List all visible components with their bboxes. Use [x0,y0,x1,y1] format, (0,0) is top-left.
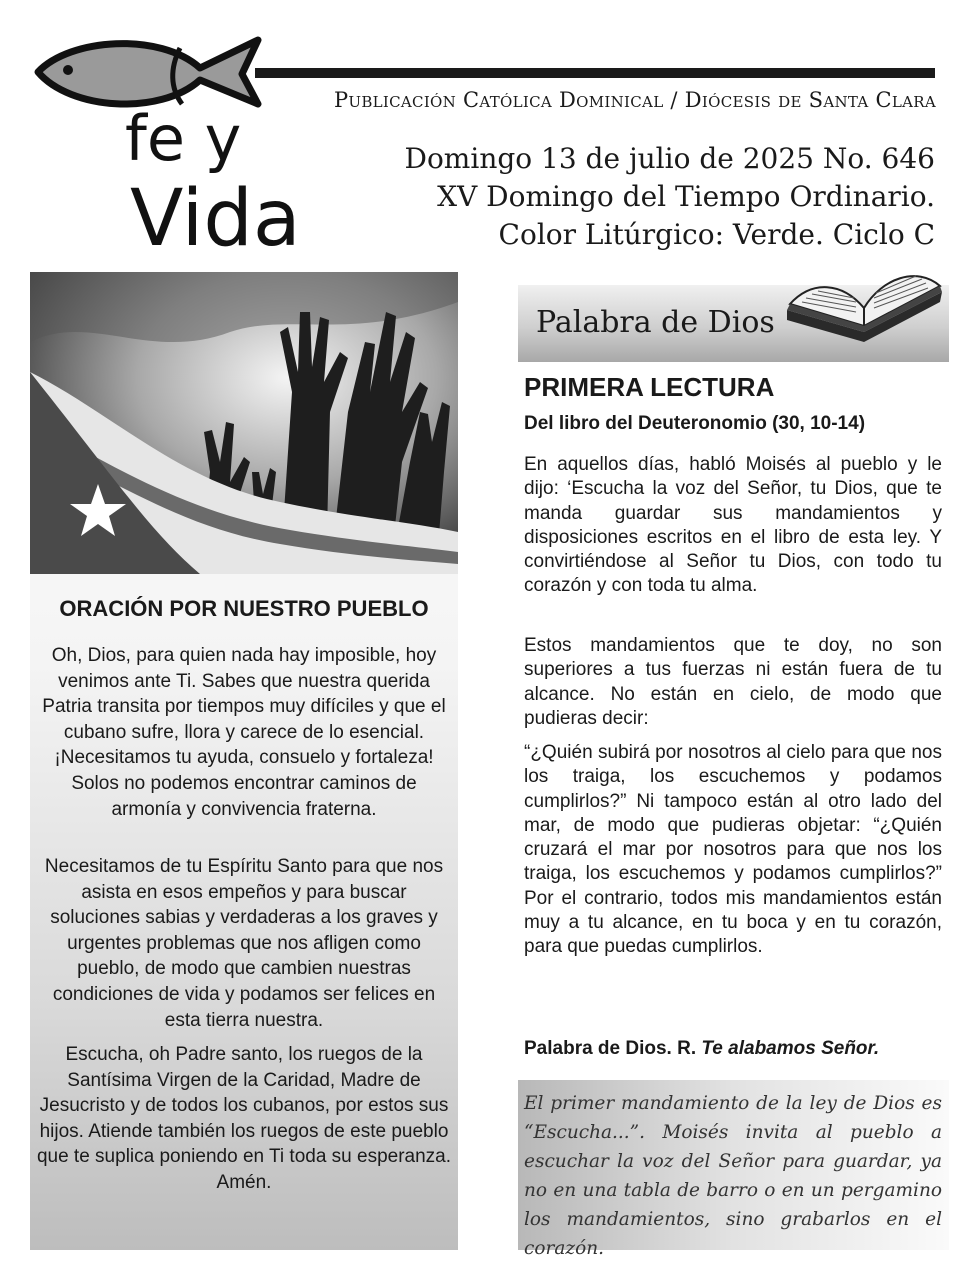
reading-paragraph: “¿Quién subirá por nosotros al cielo para que nos los traiga, los escuchemos y podamos cumplirlos?” Ni tampoco están al otro lado del mar, de modo que pudieras objetar: “¿Quién cruzará el mar por nosotros para que nos los traiga, los escuchemos y podamos cumplirlos?” Por el contrario, todos mis mandamientos están muy a tu alcance, en tu boca y en tu corazón, para que puedas cumplirlos. [524,742,942,958]
section-title: Palabra de Dios [536,305,775,340]
prayer-title: ORACIÓN POR NUESTRO PUEBLO [59,596,429,621]
logo-fe-y: fe y [125,102,242,175]
issue-date: Domingo 13 de julio de 2025 No. 646 [404,142,935,175]
prayer-paragraph: Oh, Dios, para quien nada hay imposible, hoy venimos ante Ti. Sabes que nuestra querida Patria transita por tiempos muy difíciles y que el cubano sufre, llora y carece de lo esencial. ¡Necesitamos tu ayuda, consuelo y fortaleza! Solos no podemos encontrar caminos de armonía y convivencia fraterna. [42,645,446,820]
raised-hands-flag-photo [30,272,458,574]
closing-response: Te alabamos Señor. [701,1038,880,1059]
reading-paragraph: Estos mandamientos que te doy, no son superiores a tus fuerzas ni están fuera de tu alcance. No están en cielo, de modo que pudieras decir: [524,635,942,729]
closing-label: Palabra de Dios. R. [524,1038,697,1059]
prayer-paragraph: Necesitamos de tu Espíritu Santo para que nos asista en esos empeños y para buscar soluciones sabias y verdaderas a los graves y urgentes problemas que nos afligen como pueblo, de modo que cambien nuestras condiciones de vida y podamos ser felices en esta tierra nuestra. [44,856,444,1031]
fe-y-vida-logo [30,30,320,260]
prayer-paragraph: Escucha, oh Padre santo, los ruegos de la Santísima Virgen de la Caridad, Madre de Jesucristo y de todos los cubanos, por estos sus hijos. Atiende también los ruegos de este pueblo que te suplica poniendo en Ti toda su esperanza. Amén. [36,1044,452,1193]
reading-heading: PRIMERA LECTURA [524,372,775,402]
publication-line: Publicación Católica Dominical / Diócesis de Santa Clara [333,88,936,112]
reading-closing [524,1038,879,1060]
liturgical-sunday: XV Domingo del Tiempo Ordinario. [437,180,935,213]
reading-paragraph: En aquellos días, habló Moisés al pueblo y le dijo: ‘Escucha la voz del Señor, tu Dios, que te manda guardar sus mandamientos y disposiciones escritos en el libro de esta ley. Y convirtiéndose al Señor tu Dios, con todo tu corazón y con toda tu alma. [524,454,942,597]
reading-source: Del libro del Deuteronomio (30, 10-14) [524,413,866,434]
logo-vida: Vida [130,174,301,260]
commentary-text: El primer mandamiento de la ley de Dios es “Escucha...”. Moisés invita al pueblo a escuchar la voz del Señor para guardar, ya no en una tabla de barro o en un pergamino los mandamientos, sino grabarlos en el corazón. [524,1093,942,1259]
open-bible-icon [782,252,947,344]
header-rule [255,68,935,78]
liturgical-color: Color Litúrgico: Verde. Ciclo C [498,218,935,251]
fish-icon [38,40,258,104]
